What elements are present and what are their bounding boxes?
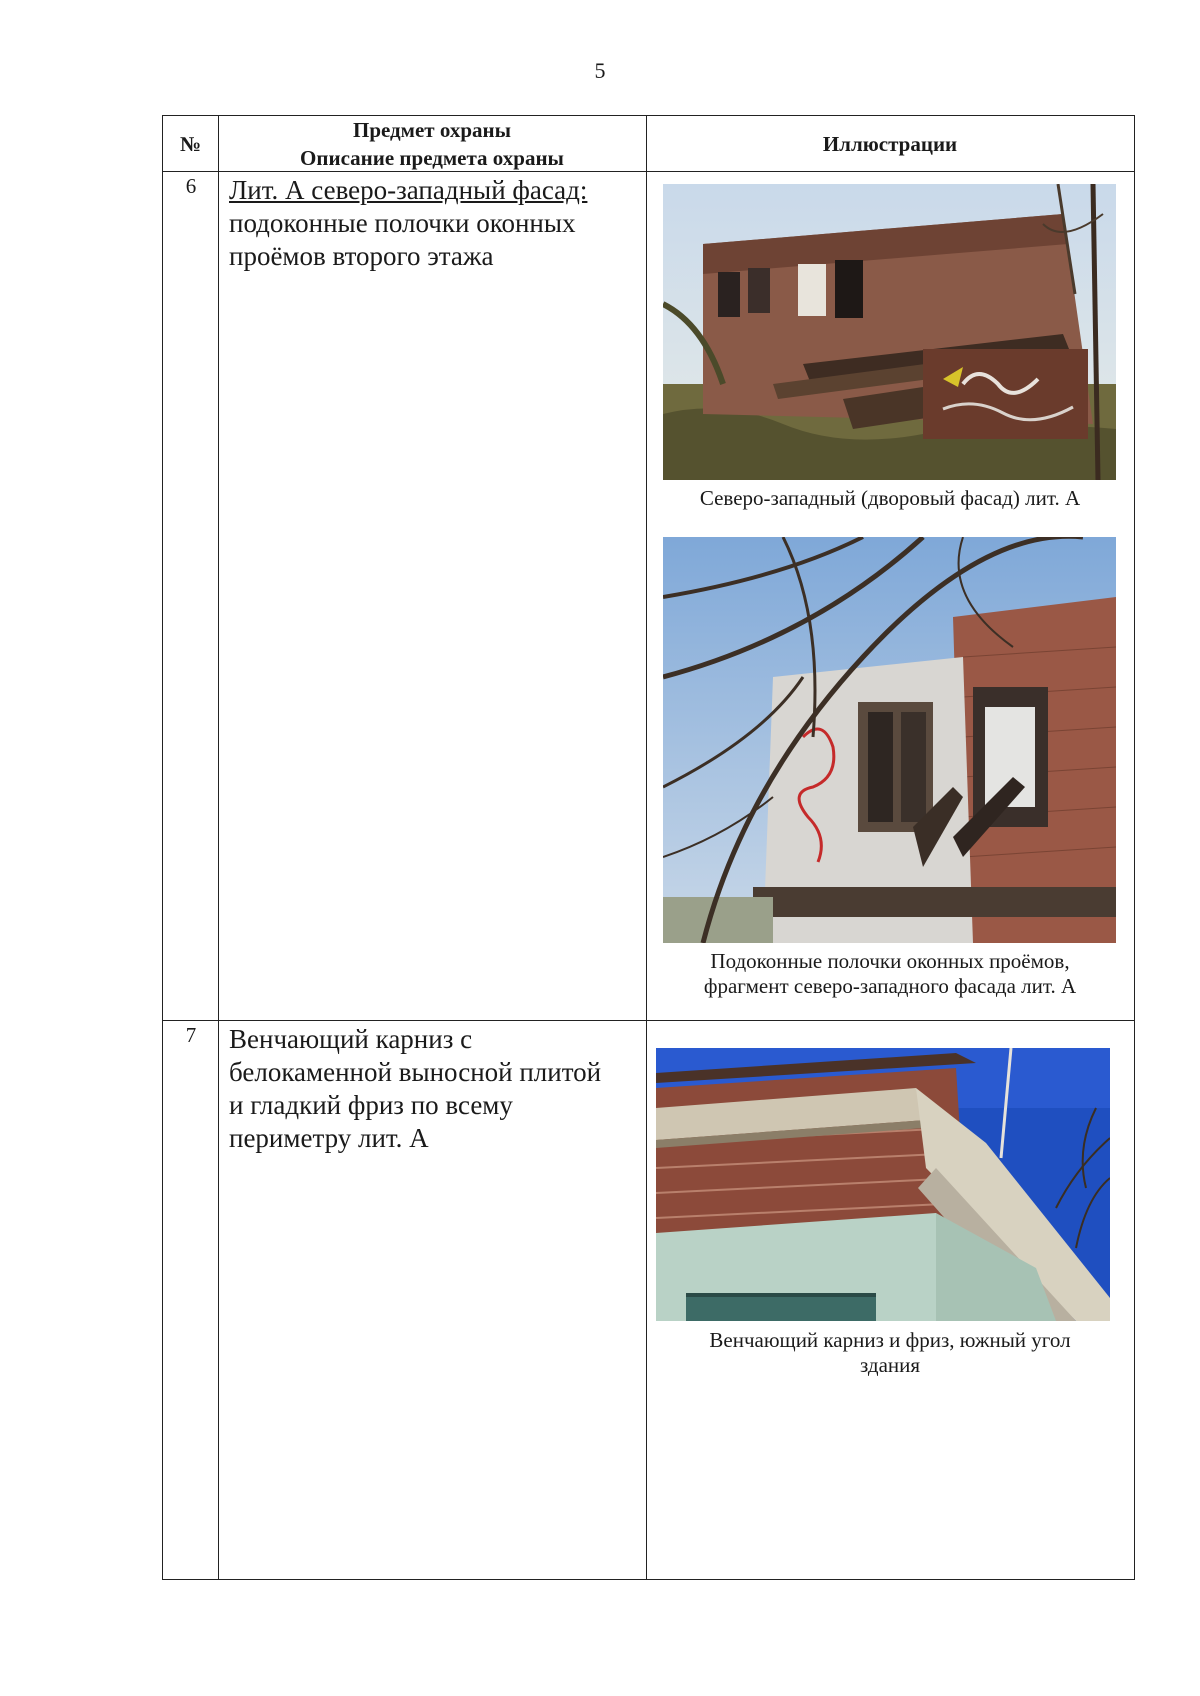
caption-line: здания	[859, 1353, 921, 1377]
column-divider	[218, 116, 219, 1579]
page-number: 5	[594, 58, 606, 83]
row-text-line: подоконные полочки оконных	[229, 208, 576, 238]
photo-caption	[646, 1328, 1134, 1378]
header-illustrations-label: Иллюстрации	[822, 131, 958, 156]
header-num	[163, 116, 218, 171]
caption-line: Северо-западный (дворовый фасад) лит. А	[699, 486, 1081, 510]
row-number: 6	[185, 174, 197, 198]
row-number: 7	[185, 1023, 197, 1047]
row-description	[229, 1023, 639, 1155]
row-divider	[163, 1020, 1134, 1021]
caption-line: Венчающий карниз и фриз, южный угол	[709, 1328, 1071, 1352]
row-description	[229, 174, 639, 273]
row-text-line: белокаменной выносной плитой	[229, 1057, 602, 1087]
cornice-photo	[656, 1048, 1110, 1321]
row-text-line: проёмов второго этажа	[229, 241, 494, 271]
caption-line: фрагмент северо-западного фасада лит. А	[703, 974, 1077, 998]
header-subject	[218, 116, 646, 171]
header-num-label: №	[179, 131, 202, 156]
protection-table	[162, 115, 1135, 1580]
header-illustrations	[646, 116, 1134, 171]
window-fragment-photo	[663, 537, 1116, 943]
row-title: Лит. А северо-западный фасад:	[229, 175, 588, 205]
facade-photo	[663, 184, 1116, 480]
photo-caption	[646, 949, 1134, 999]
photo-caption	[646, 486, 1134, 511]
header-subject-line2: Описание предмета охраны	[300, 145, 564, 170]
caption-line: Подоконные полочки оконных проёмов,	[710, 949, 1070, 973]
header-subject-line1: Предмет охраны	[352, 117, 512, 142]
row-text-line: периметру лит. А	[229, 1123, 429, 1153]
row-text-line: и гладкий фриз по всему	[229, 1090, 513, 1120]
row-text-line: Венчающий карниз с	[229, 1024, 473, 1054]
